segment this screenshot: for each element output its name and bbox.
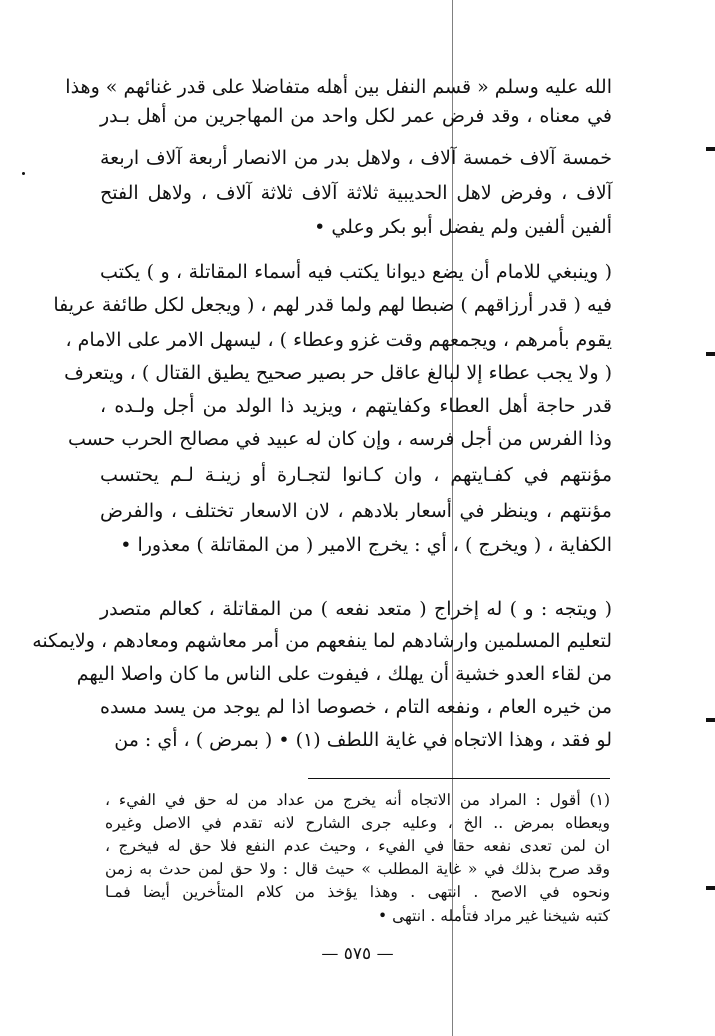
text-line: ( ويتجه : و ) له إخراج ( متعد نفعه ) من المقاتلة ، كعالم متصدر	[100, 598, 612, 620]
footnote-line: (١) أقول : المراد من الاتجاه أنه يخرج من عداد من له حق في الفيء ،	[105, 791, 610, 809]
margin-mark	[706, 352, 715, 356]
text-line: ( وينبغي للامام أن يضع ديوانا يكتب فيه أسماء المقاتلة ، و ) يكتب	[100, 261, 612, 283]
text-line: يقوم بأمرهم ، ويجمعهم وقت غزو وعطاء ) ، ليسهل الامر على الامام ،	[65, 329, 612, 351]
text-line: في معناه ، وقد فرض عمر لكل واحد من المهاجرين من أهل بـدر	[100, 105, 612, 127]
margin-mark	[706, 147, 715, 151]
footnote-line: كتبه شيخنا غير مراد فتأمله . انتهى •	[378, 907, 610, 925]
text-line: من لقاء العدو خشية أن يهلك ، فيفوت على الناس ما كان واصلا اليهم	[76, 663, 612, 685]
text-line: آلاف ، وفرض لاهل الحديبية ثلاثة آلاف ثلاثة آلاف ، ولاهل الفتح	[100, 182, 612, 204]
text-line: من خيره العام ، ونفعه التام ، خصوصا اذا لم يوجد من يسد مسده	[100, 696, 612, 718]
text-line: مؤنتهم في كفـايتهم ، وان كـانوا لتجـارة أو زينـة لـم يحتسب	[100, 464, 612, 486]
text-line: لتعليم المسلمين وارشادهم لما ينفعهم من أمر معاشهم ومعادهم ، ولايمكنه	[32, 630, 612, 652]
footnote-line: ويعطاه بمرض .. الخ ، وعليه جرى الشارح لانه تقدم في الاصل وغيره	[105, 814, 610, 832]
text-line: لو فقد ، وهذا الاتجاه في غاية اللطف (١) • ( بمرض ) ، أي : من	[114, 729, 612, 751]
text-line: الكفاية ، ( ويخرج ) ، أي : يخرج الامير ( من المقاتلة ) معذورا •	[120, 534, 612, 556]
text-line: مؤنتهم ، وينظر في أسعار بلادهم ، لان الاسعار تختلف ، والفرض	[100, 500, 612, 522]
page-number: — ٥٧٥ —	[321, 944, 394, 964]
text-line: ( ولا يجب عطاء إلا لبالغ عاقل حر بصير صحيح يطيق القتال ) ، ويتعرف	[64, 362, 612, 384]
margin-mark	[706, 718, 715, 722]
text-line: قدر حاجة أهل العطاء وكفايتهم ، ويزيد ذا الولد من أجل ولـده ،	[100, 395, 612, 417]
footnote-line: ونحوه في الاصح . انتهى . وهذا يؤخذ من كلام المتأخرين أيضا فمـا	[105, 883, 610, 901]
text-line: وذا الفرس من أجل فرسه ، وإن كان له عبيد في مصالح الحرب حسب	[67, 428, 612, 450]
text-line: خمسة آلاف خمسة آلاف ، ولاهل بدر من الانصار أربعة آلاف اربعة	[100, 147, 612, 169]
footnote-line: وقد صرح بذلك في « غاية المطلب » حيث قال : ولا حق لمن حدث به زمن	[105, 860, 610, 878]
text-line: ألفين ألفين ولم يفضل أبو بكر وعلي •	[314, 216, 612, 238]
text-line: فيه ( قدر أرزاقهم ) ضبطا لهم ولما قدر لهم ، ( ويجعل لكل طائفة عريفا	[53, 294, 612, 316]
text-line: الله عليه وسلم « قسم النفل بين أهله متفاضلا على قدر غنائهم » وهذا	[65, 76, 612, 98]
footnote-separator	[308, 778, 610, 779]
margin-speck	[22, 172, 25, 175]
footnote-line: ان لمن تعدى نفعه حقا في الفيء ، وحيث عدم النفع فلا حق له فيخرج ،	[105, 837, 610, 855]
margin-mark	[706, 886, 715, 890]
